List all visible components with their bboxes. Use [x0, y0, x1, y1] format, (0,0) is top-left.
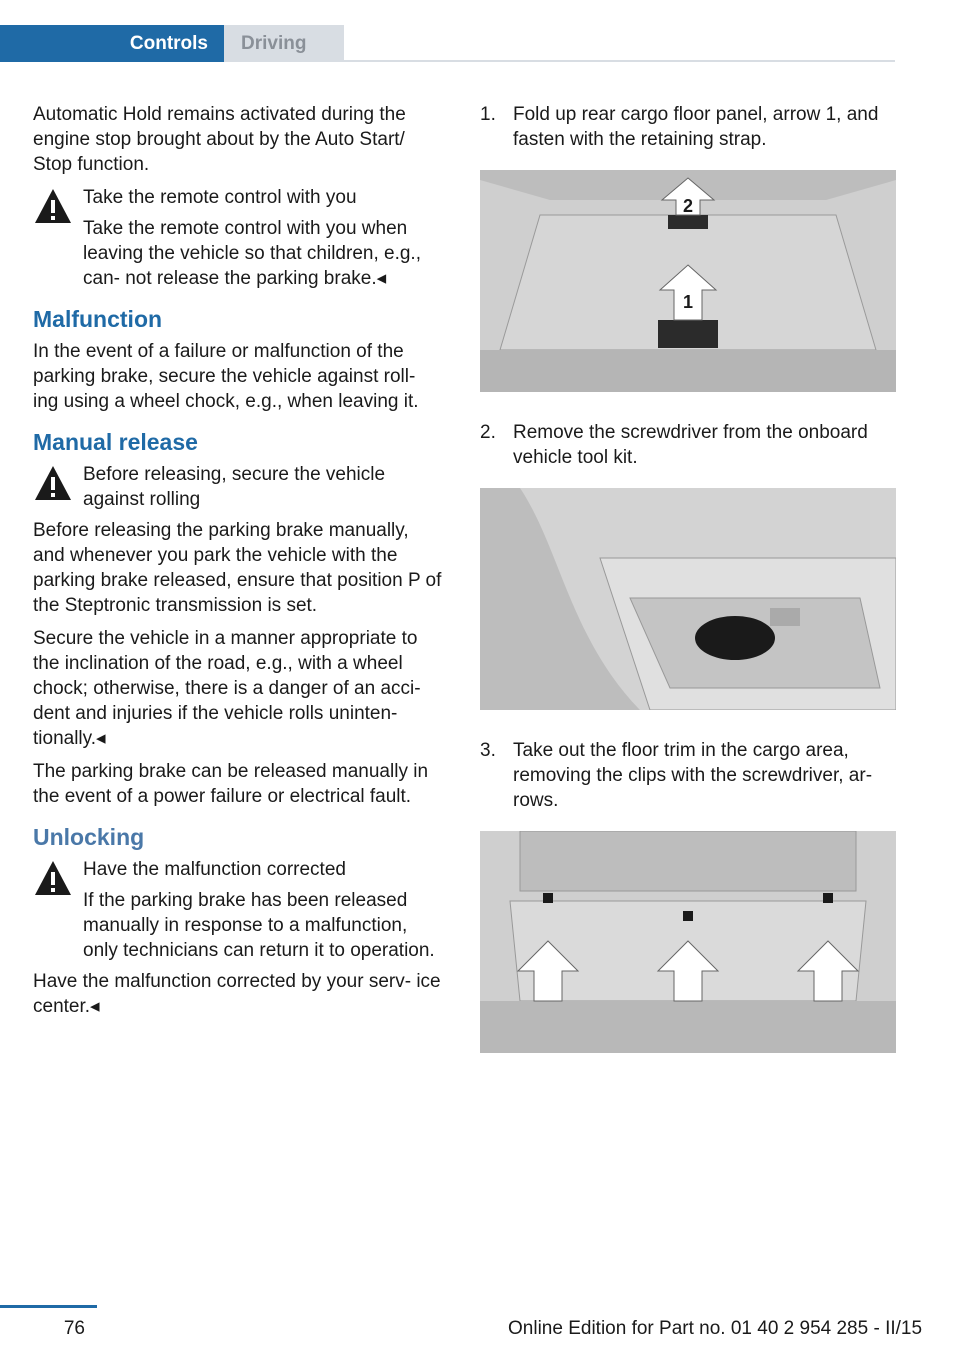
warning-secure-vehicle	[33, 462, 443, 512]
arrow-label-1: 1	[682, 292, 694, 312]
tab-controls[interactable]: Controls	[0, 25, 224, 62]
arrow-label-2: 2	[682, 196, 694, 216]
step-2	[480, 420, 896, 470]
cargo-floor-illustration	[480, 170, 896, 392]
warning-icon	[33, 187, 73, 225]
tool-kit-illustration	[480, 488, 896, 710]
figure-tool-kit	[480, 488, 896, 710]
footer-rule	[0, 1305, 97, 1308]
warning-icon	[33, 859, 73, 897]
heading-manual-release: Manual release	[33, 429, 198, 455]
footer-edition: Online Edition for Part no. 01 40 2 954 285 - II/15	[508, 1318, 923, 1339]
unlocking-paragraph: Have the malfunction corrected by your serv- ice center.◂	[33, 971, 441, 1017]
warning-body: If the parking brake has been released manually in response to a malfunction, only technicians can return it to operation.	[83, 890, 435, 961]
heading-unlocking: Unlocking	[33, 824, 145, 850]
warning-body: Take the remote control with you when leaving the vehicle so that children, e.g., can- not release the parking brake.◂	[83, 218, 421, 289]
heading-malfunction: Malfunction	[33, 306, 163, 332]
warning-title: Have the malfunction corrected	[83, 859, 346, 880]
warning-title: Take the remote control with you	[83, 187, 357, 208]
page-header	[0, 0, 960, 64]
left-column	[33, 102, 443, 1027]
warning-icon	[33, 464, 73, 502]
tab-driving[interactable]: Driving	[224, 25, 344, 62]
step-text: Take out the floor trim in the cargo area, removing the clips with the screwdriver, ar- rows.	[513, 740, 873, 811]
manual-release-paragraph-3: The parking brake can be released manually in the event of a power failure or electrical fault.	[33, 761, 429, 807]
figure-floor-trim	[480, 831, 896, 1053]
warning-remote-control	[33, 185, 443, 291]
manual-release-paragraph-2: Secure the vehicle in a manner appropriate to the inclination of the road, e.g., with a wheel chock; otherwise, there is a danger of an acci- dent and injuries if the vehicle rolls uninten- tionally.◂	[33, 628, 421, 749]
step-number: 1.	[480, 104, 496, 125]
page-number: 76	[63, 1318, 85, 1339]
step-3	[480, 738, 896, 813]
right-column	[480, 102, 896, 1081]
step-1	[480, 102, 896, 152]
malfunction-paragraph: In the event of a failure or malfunction of the parking brake, secure the vehicle against roll- ing using a wheel chock, e.g., when leaving it.	[33, 341, 419, 412]
warning-malfunction-corrected	[33, 857, 443, 963]
figure-cargo-floor-panel	[480, 170, 896, 392]
intro-paragraph: Automatic Hold remains activated during the engine stop brought about by the Auto Start/ Stop function.	[33, 104, 406, 175]
step-text: Remove the screwdriver from the onboard vehicle tool kit.	[513, 422, 868, 468]
step-text: Fold up rear cargo floor panel, arrow 1, and fasten with the retaining strap.	[513, 104, 879, 150]
step-number: 2.	[480, 422, 496, 443]
warning-title: Before releasing, secure the vehicle against rolling	[83, 464, 386, 510]
step-number: 3.	[480, 740, 496, 761]
manual-release-paragraph-1: Before releasing the parking brake manually, and whenever you park the vehicle with the parking brake released, ensure that position P of the Steptronic transmission is set.	[33, 520, 442, 616]
floor-trim-illustration	[480, 831, 896, 1053]
header-rule	[344, 60, 895, 62]
